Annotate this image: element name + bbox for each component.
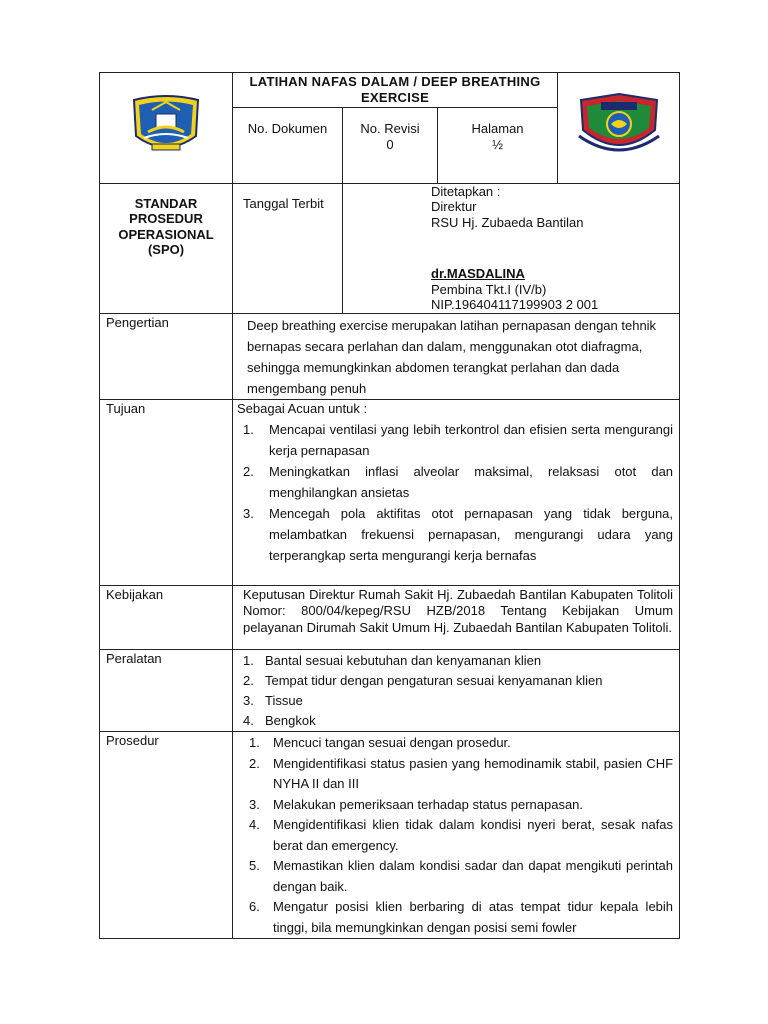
list-item: 3. Melakukan pemeriksaan terhadap status pernapasan. bbox=[249, 796, 584, 812]
list-item: 1. Mencapai ventilasi yang lebih terkontrol dan efisien serta mengurangi kerja pernapasan bbox=[243, 422, 674, 459]
list-item: 2. Mengidentifikasi status pasien yang hemodinamik stabil, pasien CHF NYHA II dan III bbox=[249, 755, 674, 792]
list-item: 4. Mengidentifikasi klien tidak dalam kondisi nyeri berat, sesak nafas berat dan emergency. bbox=[249, 817, 674, 853]
list-item: 5. Memastikan klien dalam kondisi sadar dan dapat mengikuti perintah dengan baik. bbox=[249, 858, 674, 894]
left-logo-cell bbox=[100, 73, 233, 184]
kebijakan-label: Kebijakan bbox=[100, 586, 233, 650]
prosedur-list bbox=[237, 733, 673, 938]
signer-nip: NIP.196404117199903 2 001 bbox=[431, 297, 599, 313]
tujuan-label: Tujuan bbox=[100, 400, 233, 586]
hospital-logo-icon bbox=[575, 90, 663, 162]
page-label: Halaman bbox=[471, 120, 524, 136]
revision-label: No. Revisi bbox=[360, 120, 420, 136]
regency-logo-icon bbox=[126, 92, 206, 160]
peralatan-list bbox=[237, 651, 673, 731]
page-cell bbox=[438, 107, 558, 183]
approval-cell bbox=[343, 183, 680, 314]
issue-date-label: Tanggal Terbit bbox=[243, 195, 324, 211]
director-title: Direktur bbox=[431, 199, 477, 215]
tujuan-list bbox=[237, 419, 673, 566]
issue-date-cell bbox=[233, 183, 343, 314]
prosedur-label: Prosedur bbox=[100, 732, 233, 939]
revision-value: 0 bbox=[386, 136, 394, 152]
tujuan-intro: Sebagai Acuan untuk : bbox=[237, 401, 368, 417]
right-logo-cell bbox=[558, 73, 680, 184]
peralatan-cell bbox=[233, 650, 680, 732]
signer-name: dr.MASDALINA bbox=[431, 266, 525, 282]
list-item: 1. Mencuci tangan sesuai dengan prosedur. bbox=[249, 735, 511, 751]
peralatan-label: Peralatan bbox=[100, 650, 233, 732]
spo-label: STANDAR PROSEDUR OPERASIONAL (SPO) bbox=[100, 183, 233, 314]
kebijakan-text: Keputusan Direktur Rumah Sakit Hj. Zubaedah Bantilan Kabupaten Tolitoli Nomor: 800/04/kepeg/RSU HZB/2018 Tentang Kebijakan Umum pelayanan Dirumah Sakit Umum Hj. Zubaedah Bantilan Kabupaten Tolitoli. bbox=[233, 586, 680, 650]
signer-rank: Pembina Tkt.I (IV/b) bbox=[431, 281, 547, 297]
tujuan-cell bbox=[233, 400, 680, 586]
approved-by: Ditetapkan : bbox=[431, 183, 501, 199]
list-item: 3. Tissue bbox=[243, 693, 303, 709]
pengertian-label: Pengertian bbox=[100, 314, 233, 400]
list-item: 3. Mencegah pola aktifitas otot pernapasan yang tidak berguna, melambatkan frekuensi pernapasan, mengurangi udara yang terperangkap serta mengurangi kerja bernafas bbox=[243, 506, 674, 564]
prosedur-cell bbox=[233, 732, 680, 939]
list-item: 1. Bantal sesuai kebutuhan dan kenyamanan klien bbox=[243, 653, 542, 669]
list-item: 4. Bengkok bbox=[243, 713, 316, 729]
list-item: 2. Meningkatkan inflasi alveolar maksimal, relaksasi otot dan menghilangkan ansietas bbox=[243, 464, 674, 501]
revision-cell bbox=[343, 107, 438, 183]
doc-number-label: No. Dokumen bbox=[247, 120, 328, 136]
list-item: 2. Tempat tidur dengan pengaturan sesuai kenyamanan klien bbox=[243, 673, 603, 689]
hospital-name: RSU Hj. Zubaeda Bantilan bbox=[431, 214, 584, 230]
document-title: LATIHAN NAFAS DALAM / DEEP BREATHING EXERCISE bbox=[233, 73, 558, 108]
doc-number-cell bbox=[233, 107, 343, 183]
pengertian-text: Deep breathing exercise merupakan latihan pernapasan dengan tehnik bernapas secara perlahan dan dalam, menggunakan otot diafragma, sehingga memungkinkan abdomen terangkat perlahan dan dada mengembang penuh bbox=[233, 314, 680, 400]
page-value: ½ bbox=[492, 136, 503, 152]
list-item: 6. Mengatur posisi klien berbaring di atas tempat tidur kepala lebih tinggi, bila memungkinkan dengan posisi semi fowler bbox=[249, 899, 674, 935]
spo-table bbox=[99, 72, 680, 939]
